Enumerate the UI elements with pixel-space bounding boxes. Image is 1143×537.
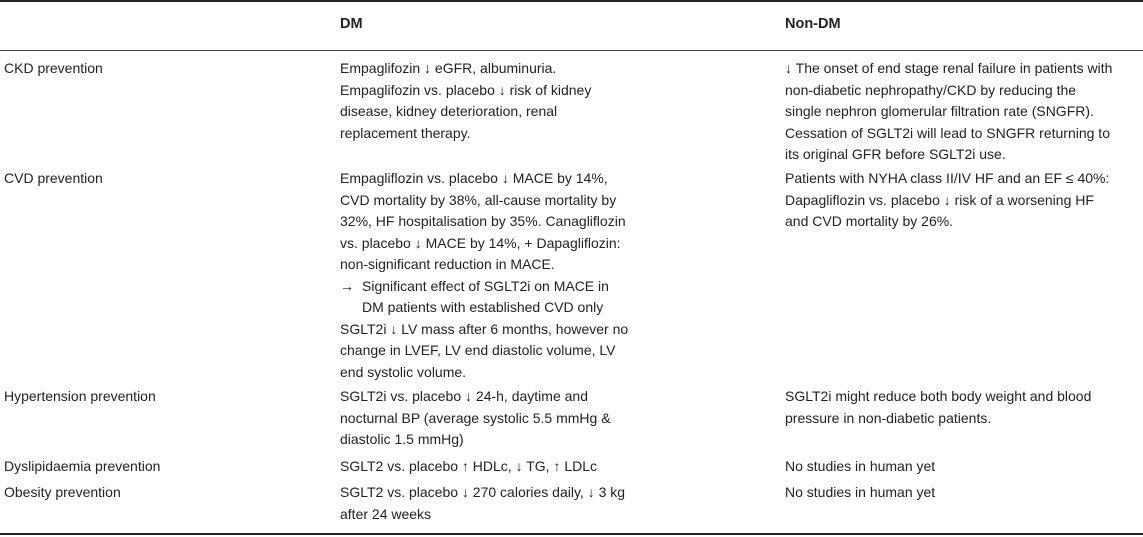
text-line: SGLT2i might reduce both body weight and blood bbox=[785, 388, 1092, 404]
text-line: nocturnal BP (average systolic 5.5 mmHg & bbox=[340, 409, 611, 426]
text-line: disease, kidney deterioration, renal bbox=[340, 103, 558, 119]
row-dyslipidaemia-non-dm bbox=[785, 456, 1141, 478]
row-label-hypertension: Hypertension prevention bbox=[4, 388, 156, 404]
table-top-rule bbox=[0, 0, 1143, 2]
header-dm: DM bbox=[340, 16, 363, 32]
row-label-obesity: Obesity prevention bbox=[4, 484, 121, 500]
arrow-line bbox=[340, 276, 675, 298]
text-line: Empaglifozin vs. placebo ↓ risk of kidney bbox=[340, 81, 592, 98]
text-line: and CVD mortality by 26%. bbox=[785, 213, 954, 229]
row-ckd-non-dm bbox=[785, 58, 1141, 166]
text-line: replacement therapy. bbox=[340, 124, 471, 141]
text-line: change in LVEF, LV end diastolic volume, LV bbox=[340, 342, 616, 358]
row-label-dyslipidaemia: Dyslipidaemia prevention bbox=[4, 458, 161, 474]
text-line: Empaglifozin ↓ eGFR, albuminuria. bbox=[340, 60, 557, 76]
text-line: SGLT2 vs. placebo ↓ 270 calories daily, ↓ 3 kg bbox=[340, 484, 626, 500]
text-line: No studies in human yet bbox=[785, 458, 936, 474]
row-label-cvd: CVD prevention bbox=[4, 170, 103, 186]
text-line: Patients with NYHA class II/IV HF and an EF ≤ 40%: bbox=[785, 170, 1110, 186]
text-line: No studies in human yet bbox=[785, 484, 936, 500]
row-dyslipidaemia-dm bbox=[340, 456, 675, 478]
table-bottom-rule bbox=[0, 533, 1143, 535]
row-label-ckd: CKD prevention bbox=[4, 60, 103, 76]
text-line: Empagliflozin vs. placebo ↓ MACE by 14%, bbox=[340, 170, 608, 186]
header-non-dm: Non-DM bbox=[785, 16, 841, 32]
text-line: DM patients with established CVD only bbox=[362, 299, 604, 315]
text-line: pressure in non-diabetic patients. bbox=[785, 409, 992, 426]
text-line: SGLT2 vs. placebo ↑ HDLc, ↓ TG, ↑ LDLc bbox=[340, 458, 598, 474]
text-line: non-diabetic nephropathy/CKD by reducing the bbox=[785, 81, 1077, 98]
text-line: SGLT2i vs. placebo ↓ 24-h, daytime and bbox=[340, 388, 588, 404]
row-obesity-non-dm bbox=[785, 482, 1141, 504]
text-line: Cessation of SGLT2i will lead to SNGFR returning to bbox=[785, 124, 1110, 141]
text-line: Significant effect of SGLT2i on MACE in bbox=[362, 277, 609, 294]
text-line: end systolic volume. bbox=[340, 363, 467, 380]
text-line: its original GFR before SGLT2i use. bbox=[785, 146, 1006, 162]
row-cvd-non-dm bbox=[785, 168, 1141, 233]
row-cvd-dm bbox=[340, 168, 675, 383]
row-hypertension-non-dm bbox=[785, 386, 1141, 429]
text-line: vs. placebo ↓ MACE by 14%, + Dapagliflozin: bbox=[340, 234, 621, 251]
text-line: ↓ The onset of end stage renal failure in patients with bbox=[785, 60, 1113, 76]
text-line: 32%, HF hospitalisation by 35%. Canagliflozin bbox=[340, 213, 626, 229]
text-line: diastolic 1.5 mmHg) bbox=[340, 431, 464, 447]
text-line: after 24 weeks bbox=[340, 505, 432, 522]
row-hypertension-dm bbox=[340, 386, 675, 451]
text-line: Dapagliflozin vs. placebo ↓ risk of a worsening HF bbox=[785, 191, 1094, 208]
text-line: non-significant reduction in MACE. bbox=[340, 256, 555, 272]
header-rule bbox=[0, 50, 1143, 51]
right-arrow-icon: → bbox=[340, 277, 354, 294]
text-line: single nephron glomerular filtration rate (SNGFR). bbox=[785, 103, 1094, 119]
row-obesity-dm bbox=[340, 482, 675, 525]
row-ckd-dm bbox=[340, 58, 675, 144]
text-line: CVD mortality by 38%, all-cause mortality by bbox=[340, 191, 617, 208]
text-line: SGLT2i ↓ LV mass after 6 months, however no bbox=[340, 320, 629, 337]
